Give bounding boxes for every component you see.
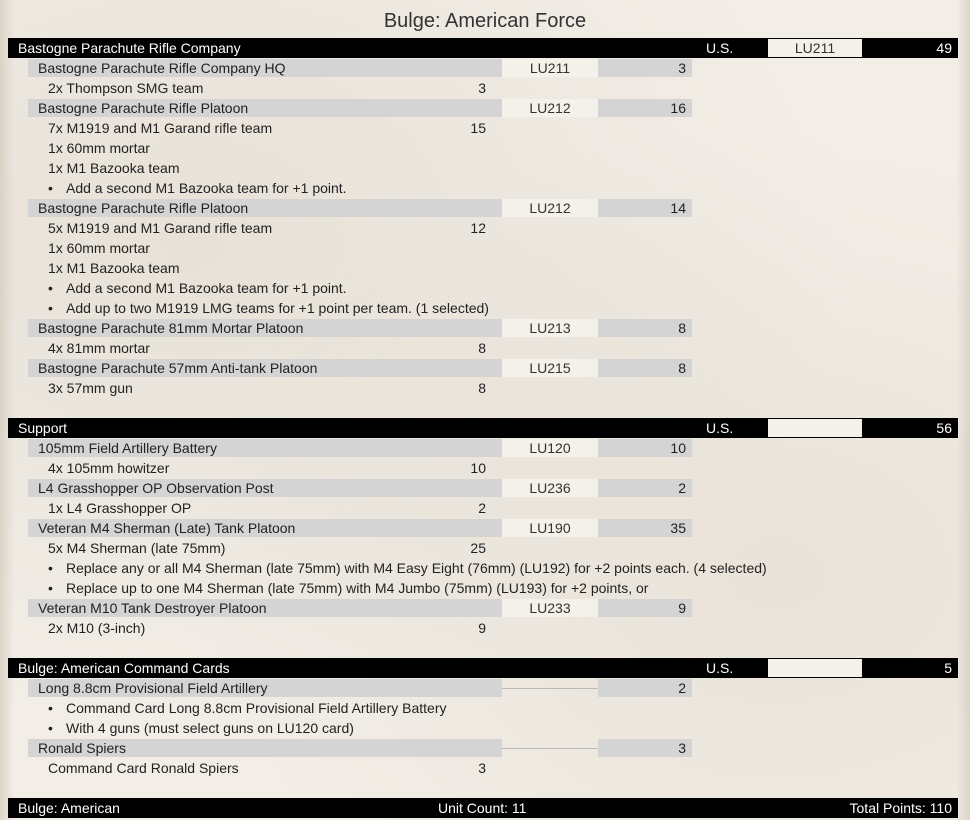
unit-row[interactable] — [28, 478, 692, 498]
unit-row[interactable] — [28, 438, 692, 458]
unit-code[interactable]: LU190 — [502, 519, 598, 537]
option-text: Replace up to one M4 Sherman (late 75mm) with M4 Jumbo (75mm) (LU193) for +2 points, or — [66, 580, 649, 596]
unit-code[interactable] — [502, 679, 598, 697]
unit-item — [0, 338, 500, 358]
unit-row[interactable] — [28, 318, 692, 338]
unit-name: Bastogne Parachute Rifle Company HQ — [38, 60, 286, 76]
item-name: 4x 81mm mortar — [48, 340, 150, 356]
unit-points: 9 — [678, 600, 686, 616]
item-name: 5x M1919 and M1 Garand rifle team — [48, 220, 273, 236]
unit-option — [0, 558, 900, 578]
unit-item — [0, 78, 500, 98]
bullet-icon: • — [48, 720, 53, 736]
unit-count: Unit Count: 11 — [438, 800, 527, 816]
formation-nation: U.S. — [706, 420, 734, 436]
unit-points: 16 — [670, 100, 686, 116]
unit-item — [0, 498, 500, 518]
unit-name: 105mm Field Artillery Battery — [38, 440, 217, 456]
unit-code[interactable]: LU211 — [502, 59, 598, 77]
item-points: 8 — [478, 340, 486, 356]
unit-points: 8 — [678, 360, 686, 376]
unit-name: Veteran M10 Tank Destroyer Platoon — [38, 600, 267, 616]
unit-row[interactable] — [28, 738, 692, 758]
unit-option — [0, 278, 900, 298]
unit-item — [0, 458, 500, 478]
unit-name: Bastogne Parachute 57mm Anti-tank Platoon — [38, 360, 318, 376]
unit-name: Ronald Spiers — [38, 740, 126, 756]
unit-item — [0, 258, 500, 278]
unit-points: 3 — [678, 740, 686, 756]
item-points: 15 — [470, 120, 486, 136]
unit-row[interactable] — [28, 198, 692, 218]
unit-name: Bastogne Parachute 81mm Mortar Platoon — [38, 320, 304, 336]
unit-row[interactable] — [28, 358, 692, 378]
item-points: 8 — [478, 380, 486, 396]
item-name: 5x M4 Sherman (late 75mm) — [48, 540, 226, 556]
formation-header[interactable] — [8, 418, 958, 438]
formation-points: 56 — [936, 420, 952, 436]
unit-code[interactable]: LU120 — [502, 439, 598, 457]
option-text: Add up to two M1919 LMG teams for +1 point per team. (1 selected) — [66, 300, 489, 316]
unit-code[interactable] — [502, 739, 598, 757]
unit-points: 35 — [670, 520, 686, 536]
item-name: 2x Thompson SMG team — [48, 80, 204, 96]
item-points: 12 — [470, 220, 486, 236]
unit-item — [0, 378, 500, 398]
option-text: Add a second M1 Bazooka team for +1 point. — [66, 180, 347, 196]
unit-row[interactable] — [28, 678, 692, 698]
item-name: 1x M1 Bazooka team — [48, 160, 180, 176]
item-name: 4x 105mm howitzer — [48, 460, 170, 476]
option-text: Replace any or all M4 Sherman (late 75mm) with M4 Easy Eight (76mm) (LU192) for +2 points each. (4 selected) — [66, 560, 767, 576]
unit-name: Veteran M4 Sherman (Late) Tank Platoon — [38, 520, 296, 536]
unit-row[interactable] — [28, 58, 692, 78]
item-points: 3 — [478, 80, 486, 96]
bullet-icon: • — [48, 700, 53, 716]
formation-header[interactable] — [8, 38, 958, 58]
unit-code[interactable]: LU213 — [502, 319, 598, 337]
total-points: Total Points: 110 — [849, 800, 952, 816]
unit-item — [0, 158, 500, 178]
bullet-icon: • — [48, 280, 53, 296]
unit-points: 2 — [678, 680, 686, 696]
item-name: 1x M1 Bazooka team — [48, 260, 180, 276]
unit-points: 8 — [678, 320, 686, 336]
formation-nation: U.S. — [706, 40, 734, 56]
unit-name: L4 Grasshopper OP Observation Post — [38, 480, 274, 496]
unit-item — [0, 138, 500, 158]
unit-name: Bastogne Parachute Rifle Platoon — [38, 100, 249, 116]
bullet-icon: • — [48, 300, 53, 316]
bullet-icon: • — [48, 580, 53, 596]
item-name: 7x M1919 and M1 Garand rifle team — [48, 120, 273, 136]
item-points: 2 — [478, 500, 486, 516]
item-name: 1x L4 Grasshopper OP — [48, 500, 192, 516]
unit-points: 14 — [670, 200, 686, 216]
unit-code[interactable]: LU212 — [502, 99, 598, 117]
item-points: 3 — [478, 760, 486, 776]
formation-code[interactable]: LU211 — [768, 39, 862, 57]
formation-header[interactable] — [8, 658, 958, 678]
unit-item — [0, 538, 500, 558]
unit-points: 3 — [678, 60, 686, 76]
unit-item — [0, 118, 500, 138]
formation-nation: U.S. — [706, 660, 734, 676]
force-name: Bulge: American — [18, 800, 120, 816]
unit-item — [0, 218, 500, 238]
option-text: Command Card Long 8.8cm Provisional Field Artillery Battery — [66, 700, 447, 716]
item-points: 25 — [470, 540, 486, 556]
unit-name: Bastogne Parachute Rifle Platoon — [38, 200, 249, 216]
formation-code[interactable] — [768, 419, 862, 437]
unit-item — [0, 618, 500, 638]
bullet-icon: • — [48, 560, 53, 576]
item-points: 10 — [470, 460, 486, 476]
item-name: 1x 60mm mortar — [48, 240, 150, 256]
item-name: 3x 57mm gun — [48, 380, 133, 396]
unit-option — [0, 578, 900, 598]
item-name: 2x M10 (3-inch) — [48, 620, 146, 636]
unit-code[interactable]: LU212 — [502, 199, 598, 217]
option-text: Add a second M1 Bazooka team for +1 point. — [66, 280, 347, 296]
unit-points: 2 — [678, 480, 686, 496]
formation-name: Bastogne Parachute Rifle Company — [18, 40, 241, 56]
formation-code[interactable] — [768, 659, 862, 677]
unit-points: 10 — [670, 440, 686, 456]
unit-row[interactable] — [28, 598, 692, 618]
unit-name: Long 8.8cm Provisional Field Artillery — [38, 680, 268, 696]
item-points: 9 — [478, 620, 486, 636]
unit-option — [0, 698, 900, 718]
bullet-icon: • — [48, 180, 53, 196]
formation-name: Bulge: American Command Cards — [18, 660, 230, 676]
unit-item — [0, 758, 500, 778]
page-title: Bulge: American Force — [383, 10, 587, 32]
summary-footer — [8, 798, 958, 818]
unit-code[interactable]: LU233 — [502, 599, 598, 617]
unit-option — [0, 718, 900, 738]
item-name: Command Card Ronald Spiers — [48, 760, 239, 776]
formation-points: 49 — [936, 40, 952, 56]
unit-row[interactable] — [28, 518, 692, 538]
unit-option — [0, 298, 900, 318]
item-name: 1x 60mm mortar — [48, 140, 150, 156]
formation-points: 5 — [944, 660, 952, 676]
unit-option — [0, 178, 900, 198]
option-text: With 4 guns (must select guns on LU120 card) — [66, 720, 354, 736]
formation-name: Support — [18, 420, 68, 436]
unit-row[interactable] — [28, 98, 692, 118]
unit-item — [0, 238, 500, 258]
unit-code[interactable]: LU215 — [502, 359, 598, 377]
unit-code[interactable]: LU236 — [502, 479, 598, 497]
